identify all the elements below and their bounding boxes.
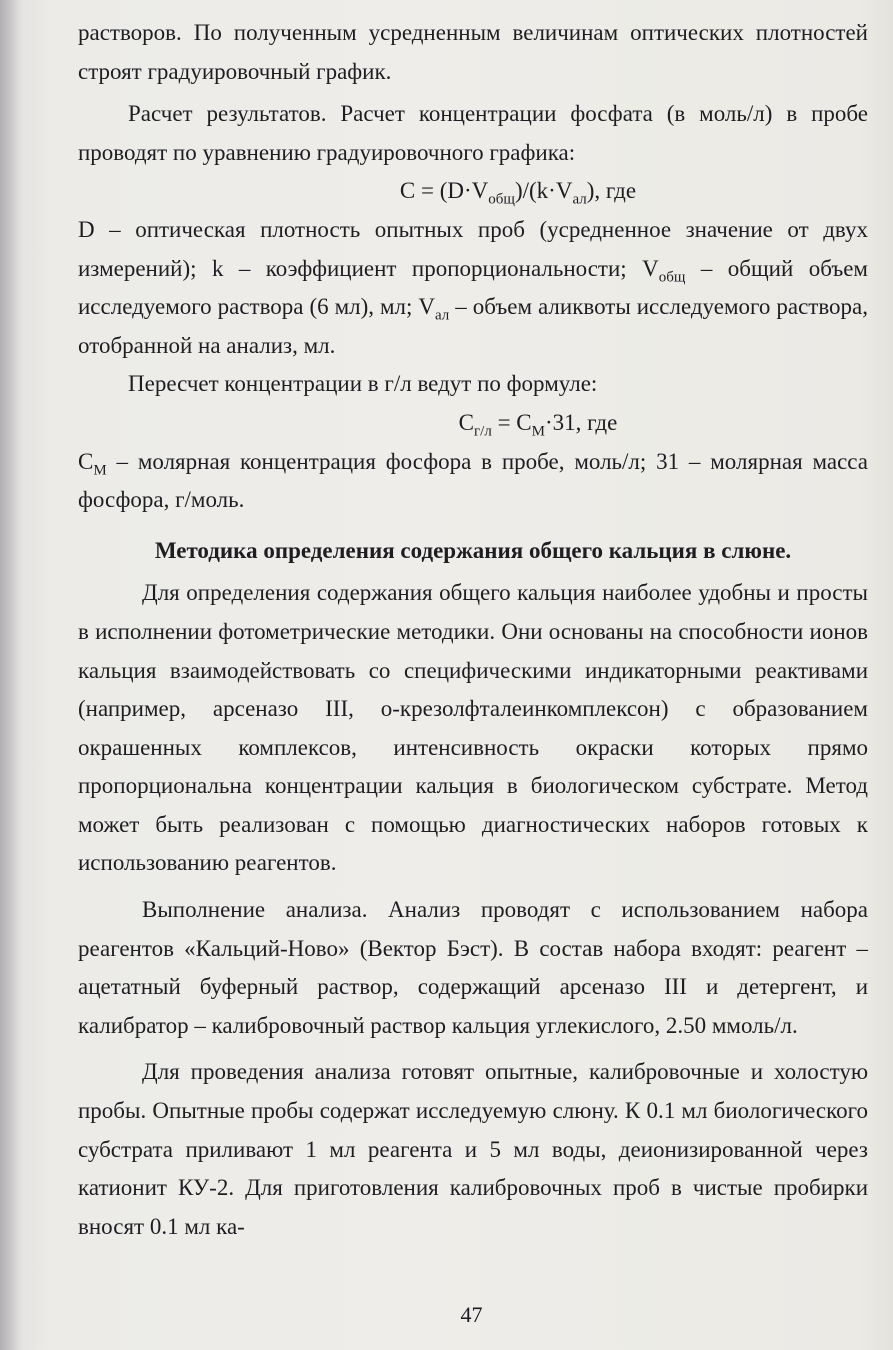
page-content [78,14,868,1246]
paragraph-molar-definition: $C_M$ – молярная концентрация фосфора в пробе, моль/л; 31 – молярная масса фосфора, г/моль. [78,448,868,513]
page-number: 47 [460,1302,483,1327]
formula-concentration: $C = (D\cdot V_{общ})/(k\cdot V_{ал})$, где [399,178,637,208]
formula-conversion: $C_{г/л} = C_M\cdot 31$, где [458,409,618,440]
paragraph-method-overview: Для определения содержания общего кальция наиболее удобны и просты в исполнении фотометрические методики. Они основаны на способности ионов кальция взаимодействовать со специфическими индикаторными реактивами (например, арсеназо III, о-крезолфталеинкомплексон) с образованием окрашенных комплексов, интенсивность окраски которых прямо пропорциональна концентрации кальция в биологическом субстрате. Метод может быть реализован с помощью диагностических наборов готовых к использованию реагентов. [78,580,868,876]
page-binding-shadow [0,0,22,1350]
paragraph-sample-preparation: Для проведения анализа готовят опытные, калибровочные и холостую пробы. Опытные пробы содержат исследуемую слюну. К 0.1 мл биологического субстрата приливают 1 мл реагента и 5 мл воды, деионизированной через катионит КУ-2. Для приготовления калибровочных проб в чистые пробирки вносят 0.1 мл ка- [78,1059,868,1239]
paragraph-analysis: Выполнение анализа. Анализ проводят с использованием набора реагентов «Кальций-Ново» (Вектор Бэст). В состав набора входят: реагент – ацетатный буферный раствор, содержащий арсеназо III и детергент, и калибратор – калибровочный раствор кальция углекислого, 2.50 ммоль/л. [78,897,868,1038]
section-heading: Методика определения содержания общего кальция в слюне. [154,537,792,563]
paragraph-conversion: Пересчет концентрации в г/л ведут по формуле: [128,371,598,397]
paragraph-calculation: Расчет результатов. Расчет концентрации фосфата (в моль/л) в пробе проводят по уравнению градуировочного графика: [78,101,868,165]
paragraph-definitions: D – оптическая плотность опытных проб (усредненное значение от двух измерений); k – коэффициент пропорциональности; $V_{общ}$ – общий объем исследуемого раствора (6 мл), мл; $V_{ал}$ – объем аликвоты исследуемого раствора, отобранной на анализ, мл. [78,216,868,358]
paragraph-continuation: растворов. По полученным усредненным величинам оптических плотностей строят градуировочный график. [78,20,868,84]
